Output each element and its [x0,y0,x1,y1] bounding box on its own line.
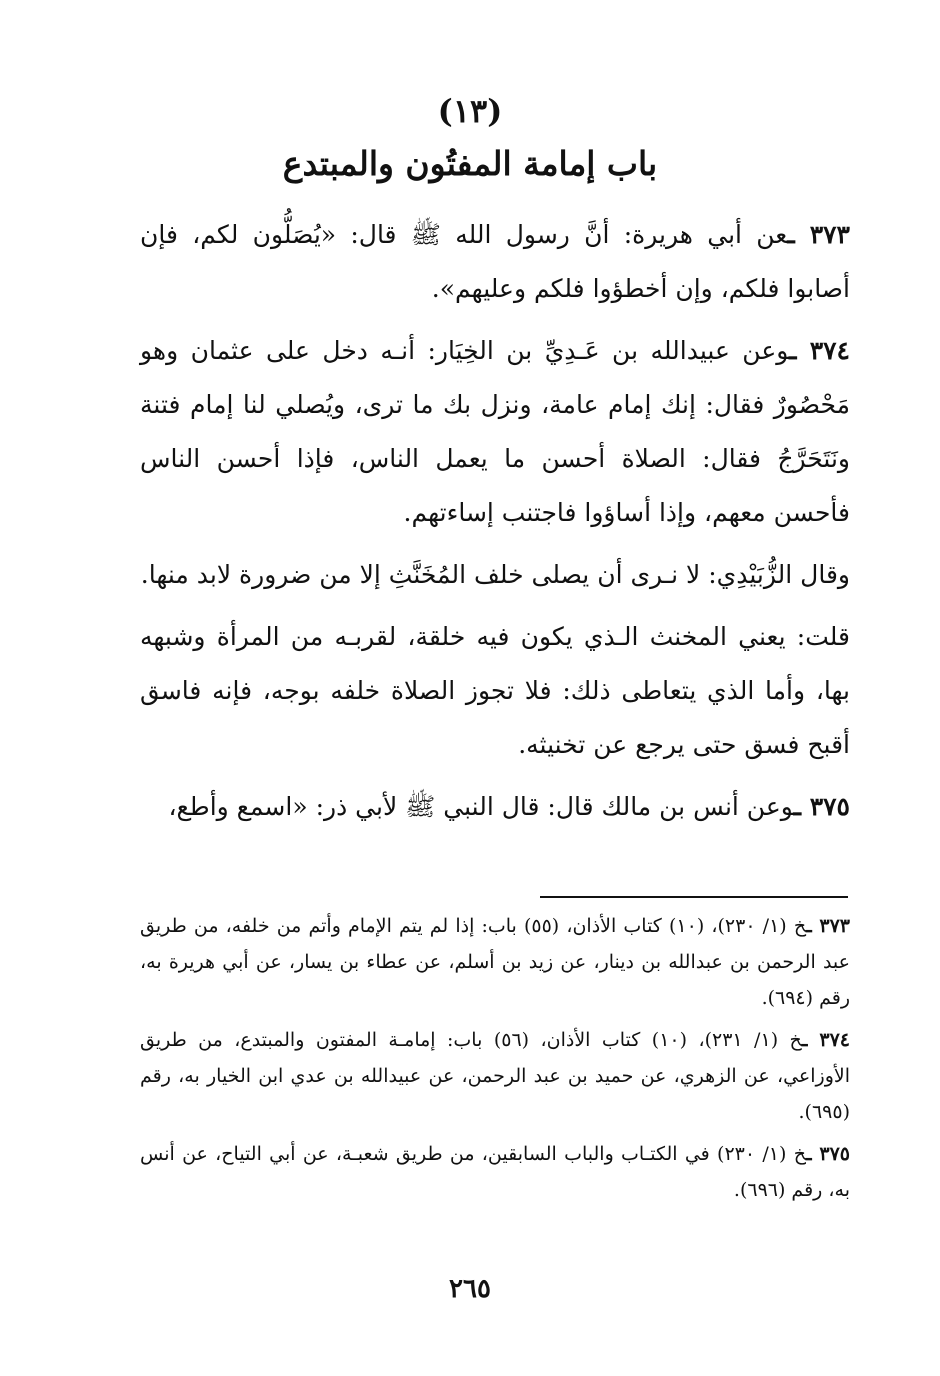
paragraph-374 [140,324,850,540]
footnote-text: خ (١/ ٢٣١)، (١٠) كتاب الأذان، (٥٦) باب: إمامـة المفتون والمبتدع، من طريق الأوزاعي، عن الزهري، عن حميد بن عبد الرحمن، عن عبيدالله بن عدي ابن الخيار به، رقم (٦٩٥). [140,1029,850,1123]
chapter-title: باب إمامة المفتُون والمبتدع [282,144,658,183]
paragraph-text: وعن أنس بن مالك قال: قال النبي ﷺ لأبي ذر: «اسمع وأطع، [168,792,794,821]
footnote-text: خ (١/ ٢٣٠) في الكتـاب والباب السابقين، من طريق شعبـة، عن أبي التياح، عن أنس به، رقم (٦٩٦). [140,1143,850,1201]
page-number: ٢٦٥ [449,1274,491,1304]
paragraph-text: وقال الزُّبَيْدِي: لا نـرى أن يصلى خلف المُخَنَّثِ إلا من ضرورة لابد منها. [140,560,850,589]
footnote-separator [540,896,848,898]
hadith-number: ٣٧٣ ـ [787,220,850,249]
paragraph-text: قلت: يعني المخنث الـذي يكون فيه خلقة، لقربـه من المرأة وشبهه بها، وأما الذي يتعاطى ذلك: فلا تجوز الصلاة خلفه بوجه، فإنه فاسق أقبح فسق حتى يرجع عن تخنيثه. [140,622,850,759]
hadith-number: ٣٧٤ ـ [789,336,850,365]
paragraph-zubaydi [140,548,850,602]
footnote-number: ٣٧٣ ـ [806,915,851,937]
footnote-number: ٣٧٤ ـ [801,1029,851,1051]
chapter-number: (١٣) [437,92,503,130]
footnote-375 [140,1136,850,1208]
footnotes [140,908,850,1214]
paragraph-375 [140,780,850,834]
main-text [140,208,850,842]
hadith-number: ٣٧٥ ـ [793,792,850,821]
footnote-text: خ (١/ ٢٣٠)، (١٠) كتاب الأذان، (٥٥) باب: إذا لم يتم الإمام وأتم من خلفه، من طريق عبد الرحمن بن عبدالله بن دينار، عن زيد بن أسلم، عن عطاء بن يسار، عن أبي هريرة به، رقم (٦٩٤). [140,915,850,1009]
footnote-number: ٣٧٥ ـ [805,1143,850,1165]
footnote-373 [140,908,850,1016]
paragraph-text: عن أبي هريرة: أنَّ رسول الله ﷺ قال: «يُصَلُّون لكم، فإن أصابوا فلكم، وإن أخطؤوا فلكم وعليهم». [140,220,850,303]
paragraph-373 [140,208,850,316]
paragraph-qultu [140,610,850,772]
paragraph-text: وعن عبيدالله بن عَـدِيِّ بن الخِيَار: أنـه دخل على عثمان وهو مَحْصُورٌ فقال: إنك إمام عامة، ونزل بك ما ترى، ويُصلي لنا إمام فتنة ونَتَحَرَّجُ فقال: الصلاة أحسن ما يعمل الناس، فإذا أحسن الناس فأحسن معهم، وإذا أساؤوا فاجتنب إساءتهم. [140,336,850,527]
footnote-374 [140,1022,850,1130]
